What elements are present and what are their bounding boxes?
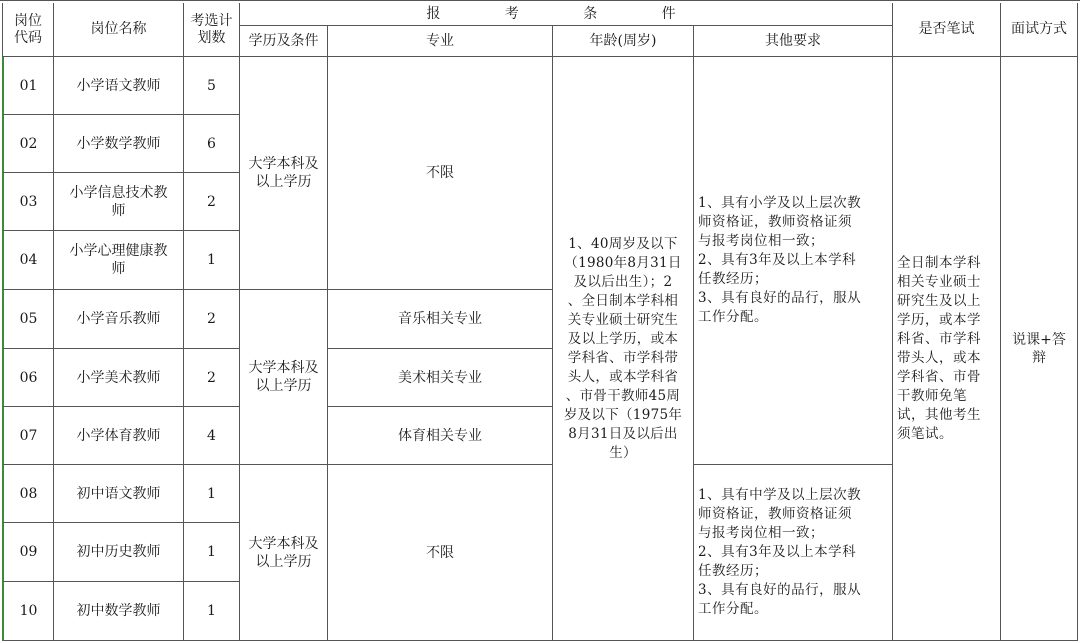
header-plan: 考选计 划数 [184,3,240,57]
age-requirement: 1、40周岁及以下 （1980年8月31日 及以后出生）；2 、全日制本学科相 关专业硕士研究生 及以上学历，或本 学科省、市学科带 头人，或本学科省 、市骨干教师45周 岁及以下（1975年 8月31日及以后出 生） [553,57,694,641]
education-group-c: 大学本科及 以上学历 [240,465,328,641]
row-09-name: 初中历史教师 [54,523,184,582]
row-05-plan: 2 [184,290,240,349]
row-10-code: 10 [2,582,54,641]
major-pe: 体育相关专业 [328,407,553,465]
row-07-code: 07 [2,407,54,465]
written-exam-note: 全日制本学科 相关专业硕士 研究生及以上 学历，或本学 科省、市学科 带头人，或本 学科省、市骨 干教师免笔 试，其他考生 须笔试。 [893,57,1001,641]
row-06-name: 小学美术教师 [54,349,184,407]
row-08-code: 08 [2,465,54,523]
row-09-code: 09 [2,523,54,582]
row-09-plan: 1 [184,523,240,582]
major-group-a: 不限 [328,57,553,290]
row-10-plan: 1 [184,582,240,641]
row-03-plan: 2 [184,173,240,231]
header-code: 岗位 代码 [2,3,54,57]
interview-method: 说课+答 辩 [1001,57,1078,641]
row-02-name: 小学数学教师 [54,115,184,173]
other-requirements-middle: 1、具有中学及以上层次教 师资格证，教师资格证须 与报考岗位相一致； 2、具有3年及以上本学科 任教经历； 3、具有良好的品行，服从 工作分配。 [694,465,893,641]
education-group-a: 大学本科及 以上学历 [240,57,328,290]
header-written: 是否笔试 [893,3,1001,57]
row-08-plan: 1 [184,465,240,523]
row-07-name: 小学体育教师 [54,407,184,465]
row-04-plan: 1 [184,231,240,290]
row-01-plan: 5 [184,57,240,115]
other-requirements-primary: 1、具有小学及以上层次教 师资格证，教师资格证须 与报考岗位相一致； 2、具有3年及以上本学科 任教经历； 3、具有良好的品行，服从 工作分配。 [694,57,893,465]
header-age: 年龄(周岁) [553,26,694,57]
row-06-plan: 2 [184,349,240,407]
row-01-name: 小学语文教师 [54,57,184,115]
row-04-code: 04 [2,231,54,290]
row-10-name: 初中数学教师 [54,582,184,641]
row-06-code: 06 [2,349,54,407]
row-03-name: 小学信息技术教 师 [54,173,184,231]
header-other: 其他要求 [694,26,893,57]
row-03-code: 03 [2,173,54,231]
row-01-code: 01 [2,57,54,115]
row-08-name: 初中语文教师 [54,465,184,523]
header-name: 岗位名称 [54,3,184,57]
education-group-b: 大学本科及 以上学历 [240,290,328,465]
header-interview: 面试方式 [1001,3,1078,57]
header-major: 专业 [328,26,553,57]
row-04-name: 小学心理健康教 师 [54,231,184,290]
header-conditions: 报 考 条 件 [240,3,893,26]
row-02-plan: 6 [184,115,240,173]
row-07-plan: 4 [184,407,240,465]
major-music: 音乐相关专业 [328,290,553,349]
major-art: 美术相关专业 [328,349,553,407]
major-group-c: 不限 [328,465,553,641]
row-05-code: 05 [2,290,54,349]
header-education: 学历及条件 [240,26,328,57]
row-02-code: 02 [2,115,54,173]
row-05-name: 小学音乐教师 [54,290,184,349]
